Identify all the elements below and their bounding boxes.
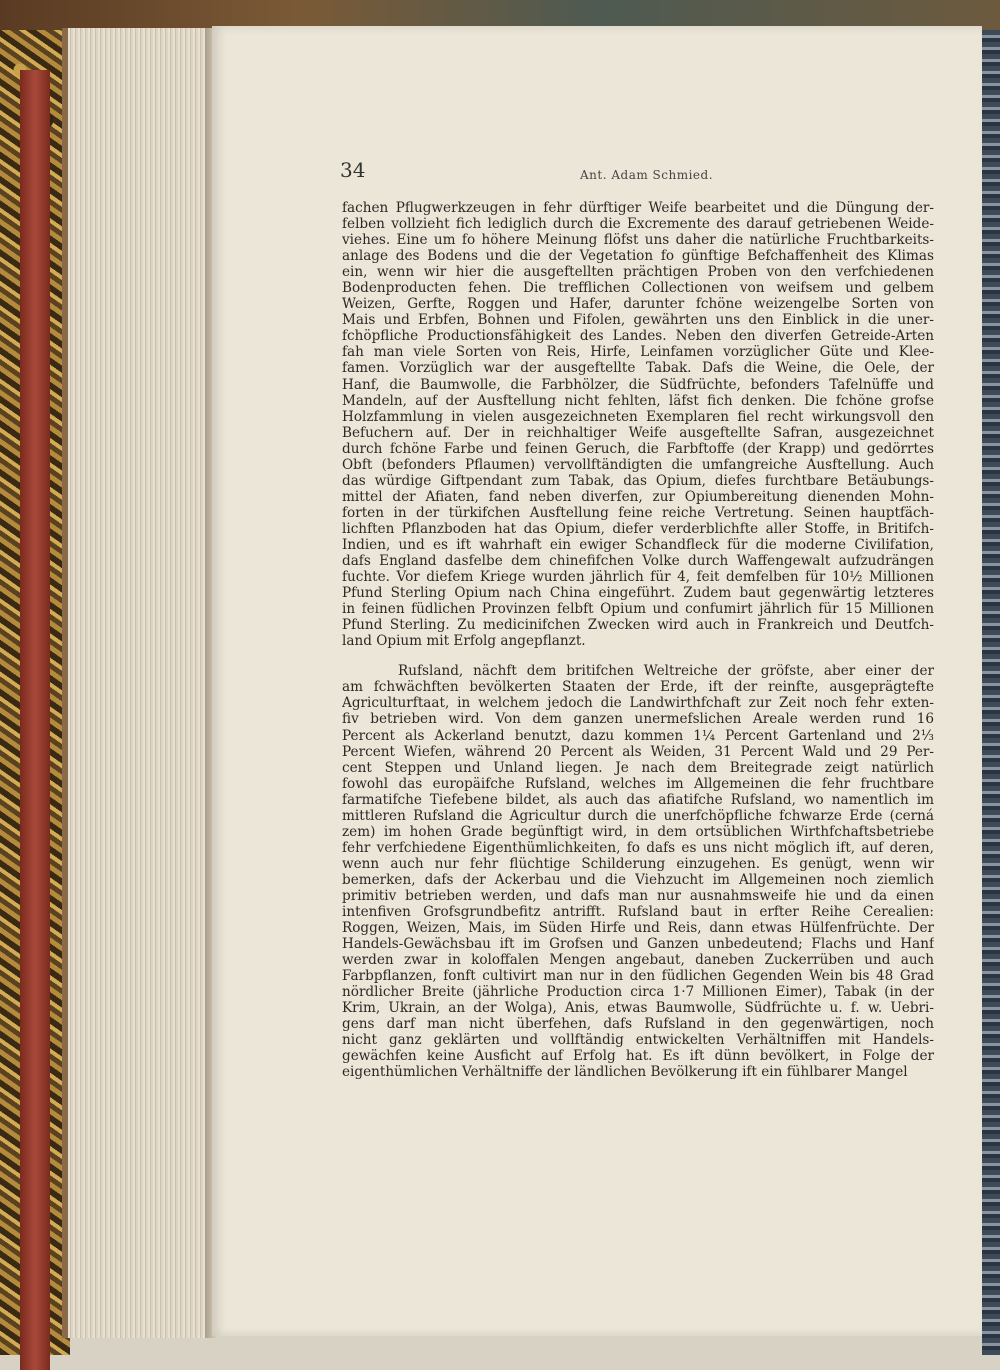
text-line: Mais und Erbfen, Bohnen und Fifolen, gewährten uns den Einblick in die uner- bbox=[342, 312, 934, 329]
text-line: anlage des Bodens und die der Vegetation fo günftige Befchaffenheit des Klimas bbox=[342, 248, 934, 265]
text-line: bemerken, dafs der Ackerbau und die Viehzucht im Allgemeinen noch ziemlich bbox=[342, 871, 934, 888]
text-line: fchöpfliche Productionsfähigkeit des Landes. Neben den diverfen Getreide-Arten bbox=[342, 328, 934, 345]
text-line: felben vollzieht fich lediglich durch die Excremente des darauf getriebenen Weide- bbox=[342, 216, 934, 233]
text-line: Obft (befonders Pflaumen) vervollftändigten die umfangreiche Ausftellung. Auch bbox=[342, 456, 934, 473]
text-line: werden zwar in koloffalen Mengen angebaut, daneben Zuckerrüben und auch bbox=[342, 952, 934, 969]
text-line: nicht ganz geklärten und vollftändig entwickelten Verhältniffen mit Handels- bbox=[342, 1032, 934, 1049]
text-line: fah man viele Sorten von Reis, Hirfe, Leinfamen vorzüglicher Güte und Klee- bbox=[342, 344, 934, 361]
text-line: mittleren Rufsland die Agricultur durch die unerfchöpfliche fchwarze Erde (cerná bbox=[342, 807, 934, 824]
text-line: Farbpflanzen, fonft cultivirt man nur in den füdlichen Gegenden Wein bis 48 Grad bbox=[342, 968, 934, 985]
text-line: Bodenproducten fehen. Die trefflichen Collectionen von weifsem und gelbem bbox=[342, 280, 934, 297]
text-line: Percent als Ackerland benutzt, dazu kommen 1¼ Percent Gartenland und 2⅓ bbox=[342, 727, 934, 744]
text-line: wenn auch nur fehr flüchtige Schilderung einzugehen. Es genügt, wenn wir bbox=[342, 855, 934, 872]
text-line: Mandeln, auf der Ausftellung nicht fehlten, läfst fich denken. Die fchöne grofse bbox=[342, 392, 934, 409]
text-line: Rufsland, nächft dem britifchen Weltreiche der gröfste, aber einer der bbox=[398, 663, 934, 680]
text-line: lichften Pflanzboden hat das Opium, diefer verderblichfte aller Stoffe, in Britifch- bbox=[342, 520, 934, 537]
text-line: intenfiven Grofsgrundbefitz antrifft. Rufsland baut in erfter Reihe Cerealien: bbox=[342, 904, 934, 921]
text-line: zem) im hohen Grade begünftigt wird, in dem ortsüblichen Wirthfchaftsbetriebe bbox=[342, 823, 934, 840]
text-line: land Opium mit Erfolg angepflanzt. bbox=[342, 633, 586, 650]
text-line: dafs England dasfelbe dem chinefifchen Volke durch Waffengewalt aufzudrängen bbox=[342, 553, 934, 570]
text-line: gens darf man nicht überfehen, dafs Rufsland in den gegenwärtigen, noch bbox=[342, 1016, 934, 1033]
body-text bbox=[342, 200, 934, 1081]
cover-spine-edge bbox=[20, 70, 50, 1370]
text-line: Befuchern auf. Der in reichhaltiger Weife ausgeftellte Safran, ausgezeichnet bbox=[342, 424, 934, 441]
right-cover-edge bbox=[982, 30, 1000, 1355]
marbled-cover bbox=[0, 30, 70, 1355]
text-line: in feinen füdlichen Provinzen felbft Opium und confumirt jährlich für 15 Millionen bbox=[342, 601, 934, 618]
text-line: Krim, Ukrain, an der Wolga), Anis, etwas Baumwolle, Südfrüchte u. f. w. Uebri- bbox=[342, 1000, 934, 1017]
text-line: Percent Wiefen, während 20 Percent als Weiden, 31 Percent Wald und 29 Per- bbox=[342, 743, 934, 760]
page-number: 34 bbox=[340, 158, 366, 182]
text-line: cent Steppen und Unland liegen. Je nach dem Breitegrade zeigt natürlich bbox=[342, 759, 934, 776]
text-line: fiv betrieben wird. Von dem ganzen unermefslichen Areale werden rund 16 bbox=[342, 711, 934, 728]
text-line: Pfund Sterling. Zu medicinifchen Zwecken wird auch in Frankreich und Deutfch- bbox=[342, 617, 934, 634]
text-line: viehes. Eine um fo höhere Meinung flöfst uns daher die natürliche Fruchtbarkeits- bbox=[342, 232, 934, 249]
text-line: Indien, und es ift wahrhaft ein ewiger Schandfleck für die moderne Civilifation, bbox=[342, 536, 934, 553]
text-line: durch fchöne Farbe und feinen Geruch, die Farbftoffe (der Krapp) und gedörrtes bbox=[342, 440, 934, 457]
text-line: gewächfen keine Ausficht auf Erfolg hat. Es ift dünn bevölkert, in Folge der bbox=[342, 1048, 934, 1065]
text-line: Pfund Sterling Opium nach China eingeführt. Zudem baut gegenwärtig letzteres bbox=[342, 585, 934, 602]
running-head: Ant. Adam Schmied. bbox=[580, 168, 714, 182]
text-line: am fchwächften bevölkerten Staaten der Erde, ift der reinfte, ausgeprägtefte bbox=[342, 679, 934, 696]
text-line: Handels-Gewächsbau ift im Grofsen und Ganzen unbedeutend; Flachs und Hanf bbox=[342, 936, 934, 953]
text-line: fowohl das europäifche Rufsland, welches im Allgemeinen die fehr fruchtbare bbox=[342, 775, 934, 792]
page-edges-stack bbox=[62, 28, 218, 1338]
text-line: Holzfammlung in vielen ausgezeichneten Exemplaren fiel recht wirkungsvoll den bbox=[342, 408, 934, 425]
paragraph-gap bbox=[342, 649, 934, 663]
text-line: eigenthümlichen Verhältniffe der ländlichen Bevölkerung ift ein fühlbarer Mangel bbox=[342, 1064, 908, 1081]
text-line: forten in der türkifchen Ausftellung feine reiche Vertretung. Seinen hauptfäch- bbox=[342, 504, 934, 521]
paragraph-2 bbox=[342, 663, 934, 1080]
text-line: Agriculturftaat, in welchem jedoch die Landwirthfchaft zur Zeit noch fehr exten- bbox=[342, 695, 934, 712]
paragraph-1 bbox=[342, 200, 934, 649]
text-line: ein, wenn wir hier die ausgeftellten prächtigen Proben von den verfchiedenen bbox=[342, 264, 934, 281]
text-line: farmatifche Tiefebene bildet, als auch das afiatifche Rufsland, wo namentlich im bbox=[342, 791, 934, 808]
text-line: nördlicher Breite (jährliche Production circa 1·7 Millionen Eimer), Tabak (in der bbox=[342, 984, 934, 1001]
text-line: fehr verfchiedene Eigenthümlichkeiten, fo dafs es uns nicht möglich ift, auf deren, bbox=[342, 839, 934, 856]
text-line: Weizen, Gerfte, Roggen und Hafer, darunter fchöne weizengelbe Sorten von bbox=[342, 296, 934, 313]
text-line: fuchte. Vor diefem Kriege wurden jährlich für 4, feit demfelben für 10½ Millionen bbox=[342, 569, 934, 586]
page-header bbox=[340, 158, 940, 188]
text-line: Roggen, Weizen, Mais, im Süden Hirfe und Reis, dann etwas Hülfenfrüchte. Der bbox=[342, 920, 934, 937]
text-line: das würdige Giftpendant zum Tabak, das Opium, diefes furchtbare Betäubungs- bbox=[342, 472, 934, 489]
text-line: Hanf, die Baumwolle, die Farbhölzer, die Südfrüchte, befonders Tafelnüffe und bbox=[342, 376, 934, 393]
text-line: primitiv betrieben werden, und dafs man nur ausnahmsweife hie und da einen bbox=[342, 887, 934, 904]
text-line: famen. Vorzüglich war der ausgeftellte Tabak. Dafs die Weine, die Oele, der bbox=[342, 360, 934, 377]
text-line: fachen Pflugwerkzeugen in fehr dürftiger Weife bearbeitet und die Düngung der- bbox=[342, 200, 934, 216]
text-line: mittel der Afiaten, fand neben diverfen, zur Opiumbereitung dienenden Mohn- bbox=[342, 488, 934, 505]
